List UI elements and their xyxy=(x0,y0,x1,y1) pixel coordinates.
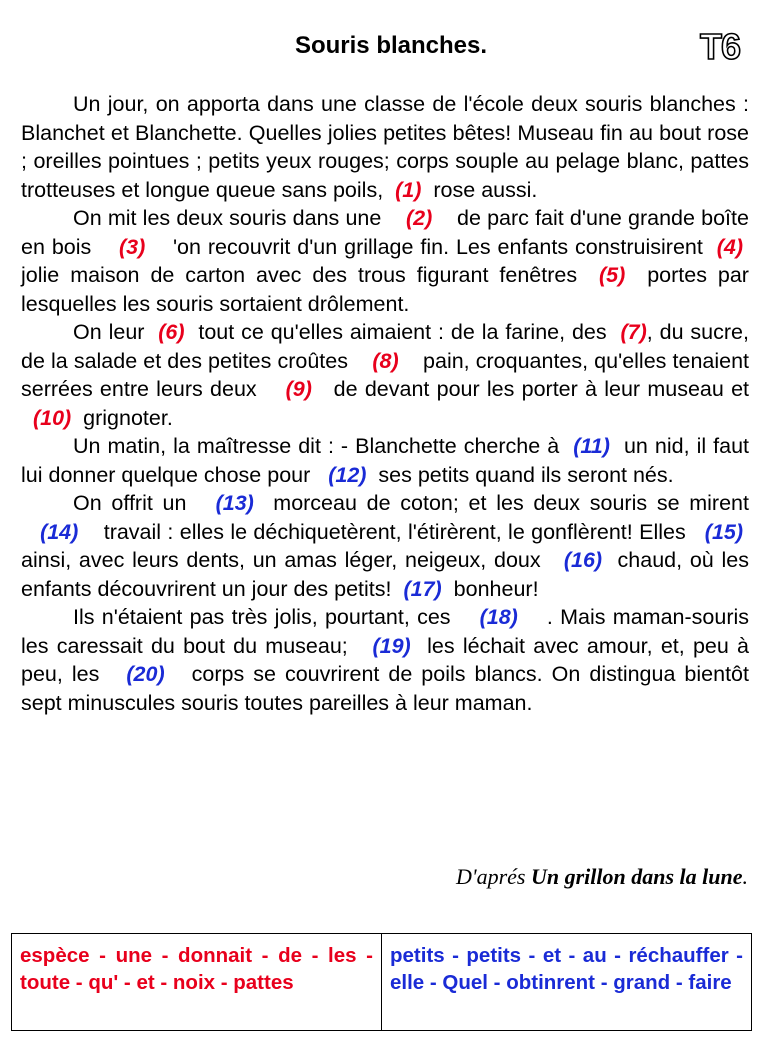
text-segment: On mit les deux souris dans une xyxy=(73,206,382,230)
paragraph-1 xyxy=(21,90,749,204)
text-segment: On offrit un xyxy=(73,491,187,515)
gap-16: (16) xyxy=(563,548,603,572)
text-segment: les léchait avec amour, et, peu à peu, les xyxy=(21,633,749,686)
text-segment: ses petits quand ils seront nés. xyxy=(378,462,674,487)
text-segment: chaud, où les enfants découvrirent un jour des petits! xyxy=(21,548,749,601)
text-segment: morceau de coton; et les deux souris se mirent xyxy=(273,491,749,515)
paragraph-4 xyxy=(21,432,749,489)
word-bank-blue: petits - petits - et - au - réchauffer - elle - Quel - obtinrent - grand - faire xyxy=(390,944,743,994)
gap-19: (19) xyxy=(372,633,411,658)
text-segment: Un matin, la maîtresse dit : - Blanchette cherche à xyxy=(73,434,560,458)
paragraph-2 xyxy=(21,204,749,318)
word-bank-red: espèce - une - donnait - de - les - toute - qu' - et - noix - pattes xyxy=(12,934,382,1030)
paragraph-3 xyxy=(21,318,749,432)
paragraph-6 xyxy=(21,603,749,717)
text-segment: rose aussi. xyxy=(433,177,538,202)
gap-17: (17) xyxy=(403,576,442,601)
text-segment: jolie maison de carton avec des trous figurant fenêtres xyxy=(21,263,578,287)
text-segment: ainsi, avec leurs dents, un amas léger, neigeux, doux xyxy=(21,548,541,572)
source-suffix: . xyxy=(742,864,748,889)
gap-5: (5) xyxy=(599,263,626,287)
source-prefix: D'aprés xyxy=(456,864,526,889)
text-segment: pain, croquantes, qu'elles tenaient serrées entre leurs deux xyxy=(21,348,750,401)
gap-13: (13) xyxy=(215,491,254,515)
gap-18: (18) xyxy=(479,605,518,629)
text-segment: , du sucre, de la salade et des petites croûtes xyxy=(21,320,749,373)
source-work-title: Un grillon dans la lune xyxy=(530,864,743,889)
text-segment: travail : elles le déchiquetèrent, l'étirèrent, le gonflèrent! Elles xyxy=(103,519,686,544)
text-segment: On leur xyxy=(73,320,145,344)
gap-12: (12) xyxy=(328,462,367,487)
paragraph-5 xyxy=(21,489,749,603)
text-segment: . Mais maman-souris les caressait du bout du museau; xyxy=(21,605,750,658)
text-segment: bonheur! xyxy=(453,576,539,601)
text-segment: grignoter. xyxy=(83,405,173,430)
text-segment: portes par lesquelles les souris sortaient drôlement. xyxy=(21,263,749,316)
gap-9: (9) xyxy=(285,377,312,401)
worksheet-badge: T6 xyxy=(700,26,741,67)
gap-15: (15) xyxy=(704,519,744,544)
text-segment: de parc fait d'une grande boîte en bois xyxy=(21,206,749,259)
gap-3: (3) xyxy=(118,234,146,259)
story-text xyxy=(21,90,749,717)
gap-7: (7) xyxy=(620,320,647,344)
gap-4: (4) xyxy=(716,234,743,259)
gap-20: (20) xyxy=(126,662,165,686)
text-segment: tout ce qu'elles aimaient : de la farine, des xyxy=(198,320,607,344)
text-segment: Un jour, on apporta dans une classe de l'école deux souris blanches : Blanchet et Blanchette. Quelles jolies petites bêtes! Museau fin au bout rose ; oreilles pointues ; petits yeux rouges; corps souple au pelage blanc, pattes trotteuses et longue queue sans poils, xyxy=(21,92,749,202)
text-segment: un nid, il faut lui donner quelque chose pour xyxy=(21,434,749,487)
text-segment: 'on recouvrit d'un grillage fin. Les enfants construisirent xyxy=(172,234,703,259)
gap-8: (8) xyxy=(372,348,399,373)
gap-11: (11) xyxy=(573,434,610,458)
gap-10: (10) xyxy=(32,405,72,430)
gap-14: (14) xyxy=(40,519,79,544)
gap-1: (1) xyxy=(395,177,422,202)
text-segment: corps se couvrirent de poils blancs. On distingua bientôt sept minuscules souris toutes pareilles à leur maman. xyxy=(21,662,749,715)
word-bank-table xyxy=(11,933,752,1031)
gap-6: (6) xyxy=(158,320,185,344)
page-title: Souris blanches. xyxy=(294,32,488,59)
text-segment: Ils n'étaient pas très jolis, pourtant, ces xyxy=(73,605,451,629)
source-citation xyxy=(456,864,748,890)
text-segment: de devant pour les porter à leur museau et xyxy=(333,377,749,401)
gap-2: (2) xyxy=(406,206,433,230)
